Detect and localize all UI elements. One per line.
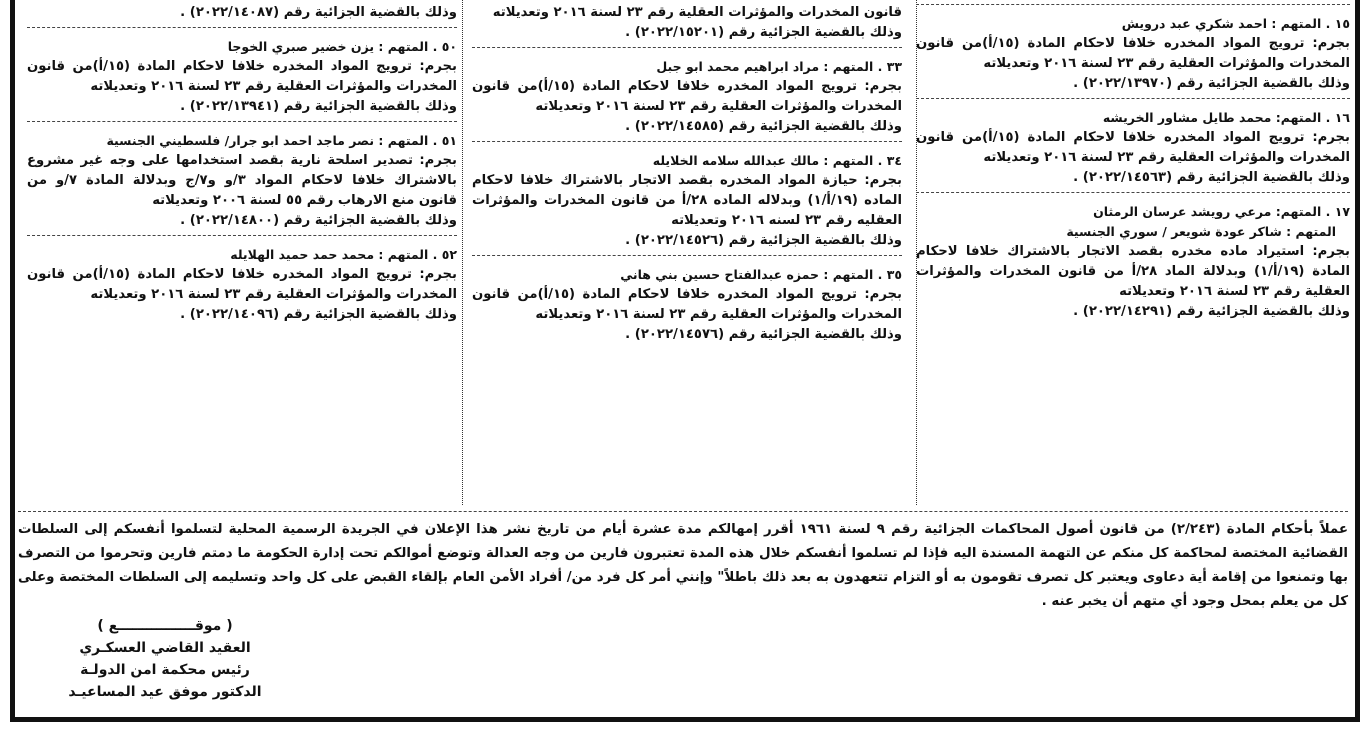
entry-51 [27,128,457,236]
signer-rank: العقيد القاضي العسكـري [79,640,251,656]
defendant-name: ٥٢ . المتهم : محمد حمد حميد الهلايله [230,247,457,262]
signer-name: الدكتور موفق عيد المساعيـد [68,684,262,700]
entry-35 [472,262,902,349]
defendant-name-2: المتهم : شاكر عودة شويعر / سوري الجنسية [1066,224,1336,239]
charge-text: بجرم: ترويج المواد المخدره خلافا لاحكام المادة (١٥/أ)من قانون المخدرات والمؤثرات العقلية رقم ٢٣ لسنة ٢٠١٦ وتعديلاته [27,267,457,302]
entry-49-tail [27,0,457,28]
signature-block [30,615,300,703]
charge-text: بجرم: ترويج المواد المخدره خلافا لاحكام المادة (١٥/أ)من قانون المخدرات والمؤثرات العقلية رقم ٢٣ لسنة ٢٠١٦ وتعديلاته [472,287,902,322]
defendant-name: ١٦ . المتهم: محمد طايل مشاور الخريشه [1102,110,1350,125]
charge-text: بجرم: ترويج المواد المخدره خلافا لاحكام المادة (١٥/أ)من قانون المخدرات والمؤثرات العقلية رقم ٢٣ لسنة ٢٠١٦ وتعديلاته [916,36,1350,71]
entry-15 [916,11,1350,99]
column-divider [462,0,463,505]
charge-text: بجرم: ترويج المواد المخدره خلافا لاحكام المادة (١٥/أ)من قانون المخدرات والمؤثرات العقلية رقم ٢٣ لسنة ٢٠١٦ وتعديلاته [472,79,902,114]
fragment-entry [916,0,1350,5]
case-number: وذلك بالقضية الجزائية رقم (٢٠٢٢/١٥٢٠١) . [625,25,902,40]
entry-50 [27,34,457,122]
case-number: وذلك بالقضية الجزائية رقم (٢٠٢٢/١٤٥٨٥) . [625,119,902,134]
charge-text: بجرم: تصدير اسلحة نارية بقصد استخدامها على وجه غير مشروع بالاشتراك خلافا لاحكام المواد ٣/و و٧/ج وبدلالة المادة ٧/و من قانون منع الارهاب رقم ٥٥ لسنة ٢٠٠٦ وتعديلاته [27,153,457,208]
case-number: وذلك بالقضية الجزائية رقم (٢٠٢٢/١٣٩٧٠) . [1073,76,1350,91]
entry-52 [27,242,457,329]
entry-34 [472,148,902,256]
charge-text: قانون المخدرات والمؤثرات العقلية رقم ٢٣ لسنة ٢٠١٦ وتعديلاته [492,5,902,20]
entry-33 [472,54,902,142]
charge-text: بجرم: ترويج المواد المخدره خلافا لاحكام المادة (١٥/أ)من قانون المخدرات والمؤثرات العقلية رقم ٢٣ لسنة ٢٠١٦ وتعديلاته [27,59,457,94]
case-number: وذلك بالقضية الجزائية رقم (٢٠٢٢/١٣٩٤١) . [180,99,457,114]
entry-17 [916,199,1350,326]
defendant-name: ٥٠ . المتهم : يزن خضير صبري الخوجا [227,39,457,54]
entry-32 [472,0,902,48]
case-number: وذلك بالقضية الجزائية رقم (٢٠٢٢/١٤٢٩١) . [1073,304,1350,319]
case-number: وذلك بالقضية الجزائية رقم (٢٠٢٢/١٤٥٧٦) . [625,327,902,342]
case-number: وذلك بالقضية الجزائية رقم (٢٠٢٢/١٤٠٨٧) . [180,5,457,20]
defendant-name: ٥١ . المتهم : نصر ماجد احمد ابو جرار/ فلسطيني الجنسية [106,133,457,148]
signer-title: رئيس محكمة امن الدولـة [80,662,250,678]
middle-column [472,0,902,355]
case-number: وذلك بالقضية الجزائية رقم (٢٠٢٢/١٤٥٦٣) . [1073,170,1350,185]
charge-text: بجرم: ترويج المواد المخدره خلافا لاحكام المادة (١٥/أ)من قانون المخدرات والمؤثرات العقلية رقم ٢٣ لسنة ٢٠١٦ وتعديلاته [916,130,1350,165]
right-column [916,0,1350,332]
case-number: وذلك بالقضية الجزائية رقم (٢٠٢٢/١٤٨٠٠) . [180,213,457,228]
notice-text: عملاً بأحكام المادة (٢/٢٤٣) من قانون أصول المحاكمات الجزائية رقم ٩ لسنة ١٩٦١ أقرر إمهالكم مدة عشرة أيام من تاريخ نشر هذا الإعلان في الجريدة الرسمية المحلية لتسلموا أنفسكم إلى السلطات القضائية المختصة لمحاكمة كل منكم عن التهمة المسندة اليه فإذا لم تسلموا أنفسكم خلال هذه المدة تعتبرون فارين من وجه العدالة وتوضع أموالكم تحت إدارة الحكومة ما دمتم فارين وتحرموا من التصرف بها وتمنعوا من إقامة أية دعاوى ويعتبر كل تصرف تقومون به أو التزام تتعهدون به بعد ذلك باطلاً" وإنني أمر كل فرد من/ أفراد الأمن العام بإلقاء القبض على كل واحد وتسليمه إلى السلطات المختصة وعلى كل من يعلم بمحل وجود أي متهم أن يخبر عنه . [18,522,1348,609]
left-column [27,0,457,335]
defendant-name: ١٥ . المتهم : احمد شكري عبد درويش [1121,16,1350,31]
charge-text: بجرم: حيازة المواد المخدره بقصد الاتجار بالاشتراك خلافا لاحكام الماده (١٩/أ/١) وبدلاله الماده ٢٨/أ من قانون المخدرات والمؤثرات العقليه رقم ٢٣ لسنه ٢٠١٦ وتعديلاته [472,173,903,228]
defendant-name: ٣٤ . المتهم : مالك عبدالله سلامه الخلايله [652,153,902,168]
signature-mark: ( موقــــــــــــــــع ) [97,618,233,634]
defendant-name: ٣٥ . المتهم : حمزه عبدالفتاح حسين بني هاني [620,267,902,282]
case-number: وذلك بالقضية الجزائية رقم (٢٠٢٢/١٤٥٢٦) . [625,233,902,248]
defendant-name: ٣٣ . المتهم : مراد ابراهيم محمد ابو جبل [656,59,902,74]
defendant-name: ١٧ . المتهم: مرعي رويشد عرسان الرمثان [1093,204,1350,219]
legal-notice [18,511,1348,614]
charge-text: بجرم: استيراد ماده مخدره بقصد الاتجار بالاشتراك خلافا لاحكام المادة (١٩/أ/١) وبدلالة الماد ٢٨/أ من قانون المخدرات والمؤثرات العقلية رقم ٢٣ لسنة ٢٠١٦ وتعديلاته [916,244,1351,299]
entry-16 [916,105,1350,193]
case-number: وذلك بالقضية الجزائية رقم (٢٠٢٢/١٤٠٩٦) . [180,307,457,322]
